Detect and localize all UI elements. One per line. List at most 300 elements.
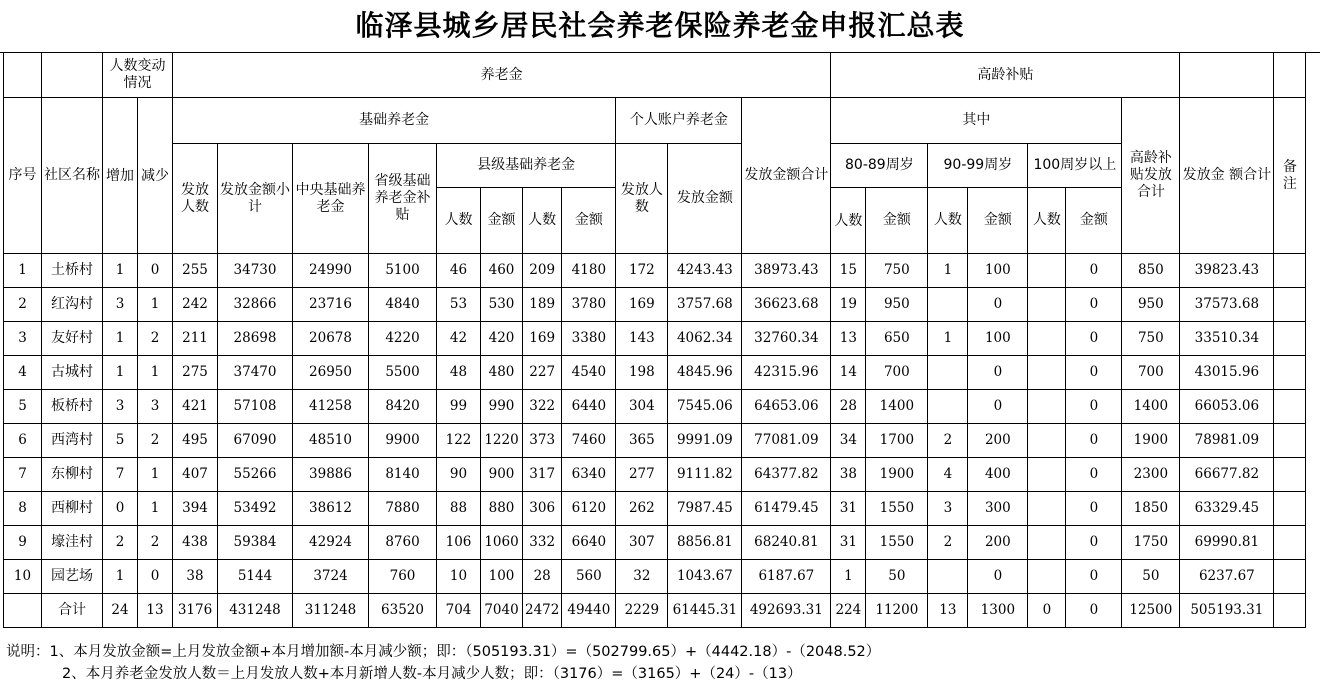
header-pension: 养老金 [173,53,831,98]
cell-name[interactable]: 西湾村 [42,424,103,458]
cell-name[interactable]: 合计 [42,594,103,628]
cell-subtotal[interactable]: 34730 [218,254,293,288]
cell-c2n[interactable]: 209 [523,254,562,288]
cell-pan[interactable]: 365 [616,424,668,458]
cell-people[interactable]: 242 [173,288,218,322]
cell-a100a[interactable]: 0 [1066,492,1122,526]
cell-c2a[interactable]: 6340 [562,458,616,492]
cell-c2n[interactable]: 317 [523,458,562,492]
cell-people[interactable]: 495 [173,424,218,458]
cell-a90a[interactable]: 0 [968,356,1028,390]
cell-c2a[interactable]: 3380 [562,322,616,356]
cell-central[interactable]: 39886 [293,458,369,492]
cell-remarks[interactable] [1274,492,1306,526]
table-row [4,560,1306,594]
cell-people[interactable]: 394 [173,492,218,526]
cell-prov[interactable]: 8760 [369,526,437,560]
cell-prov[interactable]: 760 [369,560,437,594]
cell-a80n[interactable]: 31 [831,492,866,526]
cell-c2a[interactable]: 6440 [562,390,616,424]
cell-paa[interactable]: 4062.34 [668,322,742,356]
cell-central[interactable]: 3724 [293,560,369,594]
cell-gtotal[interactable]: 505193.31 [1180,594,1274,628]
cell-c1a[interactable]: 460 [481,254,523,288]
cell-c1a[interactable]: 420 [481,322,523,356]
cell-central[interactable]: 41258 [293,390,369,424]
header-change: 人数变动情况 [103,53,173,98]
cell-subtotal[interactable]: 57108 [218,390,293,424]
cell-a100a[interactable]: 0 [1066,594,1122,628]
cell-etotal[interactable]: 1400 [1122,390,1180,424]
cell-paa[interactable]: 7987.45 [668,492,742,526]
table-row [4,254,1306,288]
cell-etotal[interactable]: 1900 [1122,424,1180,458]
cell-people[interactable]: 275 [173,356,218,390]
cell-a90a[interactable]: 400 [968,458,1028,492]
cell-c1a[interactable]: 480 [481,356,523,390]
cell-a80a[interactable]: 700 [866,356,928,390]
cell-seq[interactable]: 4 [4,356,42,390]
cell-ptotal[interactable]: 38973.43 [742,254,831,288]
cell-c2n[interactable]: 322 [523,390,562,424]
cell-central[interactable]: 24990 [293,254,369,288]
note-line-1: 说明：1、本月发放金额=上月发放金额+本月增加额-本月减少额；即：（505193.31）=（502799.65）+（4442.18）-（2048.52） [6,644,881,660]
cell-inc[interactable]: 1 [103,560,138,594]
header-elderly: 高龄补贴 [831,53,1180,98]
cell-dec[interactable]: 2 [138,322,173,356]
cell-inc[interactable]: 2 [103,526,138,560]
cell-people[interactable]: 38 [173,560,218,594]
cell-central[interactable]: 38612 [293,492,369,526]
cell-a100n[interactable] [1028,288,1066,322]
cell-a80n[interactable]: 31 [831,526,866,560]
cell-prov[interactable]: 7880 [369,492,437,526]
cell-etotal[interactable]: 850 [1122,254,1180,288]
header-elderly-total: 高龄补贴发放合计 [1122,98,1180,254]
cell-c1n[interactable]: 48 [437,356,481,390]
header-county-amount-1: 金额 [481,188,523,254]
cell-a80a[interactable]: 50 [866,560,928,594]
cell-c2n[interactable]: 306 [523,492,562,526]
cell-inc[interactable]: 7 [103,458,138,492]
cell-a90n[interactable]: 4 [928,458,968,492]
cell-ptotal[interactable]: 36623.68 [742,288,831,322]
cell-ptotal[interactable]: 42315.96 [742,356,831,390]
cell-remarks[interactable] [1274,390,1306,424]
cell-seq[interactable]: 8 [4,492,42,526]
table-row [4,424,1306,458]
cell-subtotal[interactable]: 53492 [218,492,293,526]
cell-c2n[interactable]: 28 [523,560,562,594]
cell-etotal[interactable]: 2300 [1122,458,1180,492]
cell-paa[interactable]: 61445.31 [668,594,742,628]
cell-c2a[interactable]: 3780 [562,288,616,322]
cell-c1a[interactable]: 100 [481,560,523,594]
cell-pan[interactable]: 277 [616,458,668,492]
cell-seq[interactable]: 6 [4,424,42,458]
cell-dec[interactable]: 3 [138,390,173,424]
cell-central[interactable]: 20678 [293,322,369,356]
cell-a90a[interactable]: 100 [968,254,1028,288]
cell-c2n[interactable]: 189 [523,288,562,322]
header-county-persons-2: 人数 [523,188,562,254]
cell-dec[interactable]: 1 [138,288,173,322]
cell-subtotal[interactable]: 5144 [218,560,293,594]
cell-a100a[interactable]: 0 [1066,526,1122,560]
cell-gtotal[interactable]: 39823.43 [1180,254,1274,288]
cell-name[interactable]: 土桥村 [42,254,103,288]
cell-name[interactable]: 园艺场 [42,560,103,594]
header-row-3 [4,144,1306,188]
header-county-persons-1: 人数 [437,188,481,254]
cell-subtotal[interactable]: 55266 [218,458,293,492]
cell-c1a[interactable]: 990 [481,390,523,424]
cell-remarks[interactable] [1274,254,1306,288]
cell-gtotal[interactable]: 37573.68 [1180,288,1274,322]
cell-gtotal[interactable]: 66677.82 [1180,458,1274,492]
cell-c2a[interactable]: 6120 [562,492,616,526]
cell-remarks[interactable] [1274,526,1306,560]
cell-a100n[interactable]: 0 [1028,594,1066,628]
cell-a80a[interactable]: 950 [866,288,928,322]
cell-etotal[interactable]: 12500 [1122,594,1180,628]
cell-etotal[interactable]: 1750 [1122,526,1180,560]
cell-a80a[interactable]: 1550 [866,492,928,526]
cell-gtotal[interactable]: 6237.67 [1180,560,1274,594]
header-increase: 增加 [103,98,138,254]
cell-gtotal[interactable]: 43015.96 [1180,356,1274,390]
cell-c1a[interactable]: 880 [481,492,523,526]
cell-c1n[interactable]: 10 [437,560,481,594]
header-provincial: 省级基础养老金补贴 [369,144,437,254]
cell-central[interactable]: 26950 [293,356,369,390]
cell-a100a[interactable]: 0 [1066,288,1122,322]
cell-pan[interactable]: 32 [616,560,668,594]
cell-a100n[interactable] [1028,356,1066,390]
cell-dec[interactable]: 13 [138,594,173,628]
cell-a100n[interactable] [1028,526,1066,560]
cell-gtotal[interactable]: 33510.34 [1180,322,1274,356]
cell-people[interactable]: 255 [173,254,218,288]
cell-gtotal[interactable]: 66053.06 [1180,390,1274,424]
cell-ptotal[interactable]: 61479.45 [742,492,831,526]
cell-c2n[interactable]: 332 [523,526,562,560]
cell-dec[interactable]: 0 [138,254,173,288]
cell-name[interactable]: 红沟村 [42,288,103,322]
header-80-amount: 金额 [866,188,928,254]
cell-subtotal[interactable]: 59384 [218,526,293,560]
cell-c1n[interactable]: 88 [437,492,481,526]
cell-a100n[interactable] [1028,390,1066,424]
cell-name[interactable]: 古城村 [42,356,103,390]
cell-prov[interactable]: 8420 [369,390,437,424]
cell-ptotal[interactable]: 68240.81 [742,526,831,560]
cell-a90n[interactable]: 13 [928,594,968,628]
cell-etotal[interactable]: 1850 [1122,492,1180,526]
cell-a90n[interactable] [928,288,968,322]
cell-seq[interactable] [4,594,42,628]
cell-inc[interactable]: 1 [103,356,138,390]
cell-c2a[interactable]: 49440 [562,594,616,628]
cell-a90a[interactable]: 0 [968,560,1028,594]
cell-a100a[interactable]: 0 [1066,322,1122,356]
cell-a80n[interactable]: 19 [831,288,866,322]
cell-a90a[interactable]: 1300 [968,594,1028,628]
cell-remarks[interactable] [1274,594,1306,628]
cell-pan[interactable]: 172 [616,254,668,288]
cell-a100a[interactable]: 0 [1066,356,1122,390]
header-pension-total: 发放金额合计 [742,98,831,254]
cell-a90n[interactable]: 1 [928,322,968,356]
cell-people[interactable]: 438 [173,526,218,560]
cell-name[interactable]: 友好村 [42,322,103,356]
cell-inc[interactable]: 0 [103,492,138,526]
cell-c1a[interactable]: 1060 [481,526,523,560]
cell-inc[interactable]: 3 [103,390,138,424]
header-80-persons: 人数 [831,188,866,254]
header-blank [42,53,103,98]
cell-c1a[interactable]: 900 [481,458,523,492]
cell-prov[interactable]: 5500 [369,356,437,390]
cell-paa[interactable]: 4845.96 [668,356,742,390]
cell-ptotal[interactable]: 32760.34 [742,322,831,356]
cell-dec[interactable]: 1 [138,356,173,390]
cell-a80n[interactable]: 1 [831,560,866,594]
cell-central[interactable]: 311248 [293,594,369,628]
cell-paa[interactable]: 7545.06 [668,390,742,424]
cell-paa[interactable]: 9991.09 [668,424,742,458]
cell-c1a[interactable]: 7040 [481,594,523,628]
table-row [4,288,1306,322]
cell-c2a[interactable]: 4180 [562,254,616,288]
header-seq: 序号 [4,98,42,254]
cell-etotal[interactable]: 700 [1122,356,1180,390]
cell-seq[interactable]: 7 [4,458,42,492]
cell-inc[interactable]: 5 [103,424,138,458]
cell-c1n[interactable]: 90 [437,458,481,492]
cell-name[interactable]: 壕洼村 [42,526,103,560]
cell-c2a[interactable]: 4540 [562,356,616,390]
cell-subtotal[interactable]: 28698 [218,322,293,356]
cell-gtotal[interactable]: 78981.09 [1180,424,1274,458]
cell-prov[interactable]: 63520 [369,594,437,628]
cell-prov[interactable]: 9900 [369,424,437,458]
cell-prov[interactable]: 4220 [369,322,437,356]
cell-subtotal[interactable]: 67090 [218,424,293,458]
cell-pan[interactable]: 262 [616,492,668,526]
cell-c2n[interactable]: 227 [523,356,562,390]
cell-c1n[interactable]: 46 [437,254,481,288]
cell-name[interactable]: 板桥村 [42,390,103,424]
cell-pan[interactable]: 307 [616,526,668,560]
cell-a100n[interactable] [1028,492,1066,526]
cell-dec[interactable]: 2 [138,424,173,458]
cell-remarks[interactable] [1274,356,1306,390]
cell-a90n[interactable]: 3 [928,492,968,526]
cell-a80n[interactable]: 15 [831,254,866,288]
cell-people[interactable]: 3176 [173,594,218,628]
cell-dec[interactable]: 2 [138,526,173,560]
cell-a80a[interactable]: 1400 [866,390,928,424]
header-central: 中央基础养老金 [293,144,369,254]
cell-a90n[interactable]: 2 [928,526,968,560]
cell-c1n[interactable]: 42 [437,322,481,356]
cell-a90a[interactable]: 100 [968,322,1028,356]
cell-dec[interactable]: 0 [138,560,173,594]
cell-a100n[interactable] [1028,424,1066,458]
cell-a90a[interactable]: 200 [968,526,1028,560]
cell-remarks[interactable] [1274,424,1306,458]
data-rows [4,254,1306,628]
cell-c1n[interactable]: 106 [437,526,481,560]
cell-pan[interactable]: 169 [616,288,668,322]
cell-c2a[interactable]: 560 [562,560,616,594]
cell-subtotal[interactable]: 37470 [218,356,293,390]
cell-gtotal[interactable]: 63329.45 [1180,492,1274,526]
cell-a100a[interactable]: 0 [1066,458,1122,492]
cell-a80n[interactable]: 34 [831,424,866,458]
cell-paa[interactable]: 4243.43 [668,254,742,288]
table-row [4,322,1306,356]
cell-c1a[interactable]: 530 [481,288,523,322]
cell-subtotal[interactable]: 32866 [218,288,293,322]
cell-a80a[interactable]: 750 [866,254,928,288]
cell-a100n[interactable] [1028,560,1066,594]
cell-subtotal[interactable]: 431248 [218,594,293,628]
cell-a80a[interactable]: 11200 [866,594,928,628]
cell-ptotal[interactable]: 6187.67 [742,560,831,594]
table-row [4,526,1306,560]
cell-pan[interactable]: 304 [616,390,668,424]
cell-a80n[interactable]: 13 [831,322,866,356]
cell-etotal[interactable]: 50 [1122,560,1180,594]
cell-a80n[interactable]: 14 [831,356,866,390]
cell-c1n[interactable]: 99 [437,390,481,424]
cell-name[interactable]: 西柳村 [42,492,103,526]
cell-inc[interactable]: 1 [103,322,138,356]
cell-ptotal[interactable]: 77081.09 [742,424,831,458]
cell-prov[interactable]: 5100 [369,254,437,288]
header-blank [4,53,42,98]
note-line-2: 2、本月养老金发放人数＝上月发放人数+本月新增人数-本月减少人数；即：（3176）=（3165）+（24）-（13） [62,666,802,682]
cell-a90a[interactable]: 0 [968,390,1028,424]
cell-inc[interactable]: 3 [103,288,138,322]
table-row [4,458,1306,492]
header-personal-account: 个人账户养老金 [616,98,742,144]
cell-c2a[interactable]: 6640 [562,526,616,560]
cell-a100a[interactable]: 0 [1066,390,1122,424]
cell-remarks[interactable] [1274,322,1306,356]
cell-a80a[interactable]: 650 [866,322,928,356]
cell-a90a[interactable]: 200 [968,424,1028,458]
cell-paa[interactable]: 9111.82 [668,458,742,492]
cell-etotal[interactable]: 950 [1122,288,1180,322]
cell-a100n[interactable] [1028,458,1066,492]
cell-a90n[interactable] [928,560,968,594]
cell-gtotal[interactable]: 69990.81 [1180,526,1274,560]
cell-pan[interactable]: 2229 [616,594,668,628]
cell-a80a[interactable]: 1900 [866,458,928,492]
cell-a100a[interactable]: 0 [1066,560,1122,594]
cell-a90n[interactable]: 2 [928,424,968,458]
header-row-1 [4,53,1306,98]
cell-c2n[interactable]: 169 [523,322,562,356]
cell-remarks[interactable] [1274,458,1306,492]
cell-a90n[interactable] [928,356,968,390]
cell-people[interactable]: 211 [173,322,218,356]
cell-prov[interactable]: 8140 [369,458,437,492]
cell-remarks[interactable] [1274,288,1306,322]
header-90-persons: 人数 [928,188,968,254]
cell-central[interactable]: 48510 [293,424,369,458]
cell-people[interactable]: 421 [173,390,218,424]
cell-c2n[interactable]: 373 [523,424,562,458]
cell-a90n[interactable]: 1 [928,254,968,288]
cell-remarks[interactable] [1274,560,1306,594]
header-100-persons: 人数 [1028,188,1066,254]
cell-a80n[interactable]: 28 [831,390,866,424]
cell-a80a[interactable]: 1700 [866,424,928,458]
cell-a80n[interactable]: 224 [831,594,866,628]
table-row [4,492,1306,526]
cell-name[interactable]: 东柳村 [42,458,103,492]
cell-a100a[interactable]: 0 [1066,424,1122,458]
cell-c1n[interactable]: 704 [437,594,481,628]
header-age-90: 90-99周岁 [928,144,1028,188]
cell-ptotal[interactable]: 64653.06 [742,390,831,424]
cell-a100n[interactable] [1028,254,1066,288]
cell-prov[interactable]: 4840 [369,288,437,322]
cell-dec[interactable]: 1 [138,492,173,526]
header-grand-total: 发放金 额合计 [1180,98,1274,254]
cell-a90n[interactable] [928,390,968,424]
cell-seq[interactable]: 1 [4,254,42,288]
cell-paa[interactable]: 8856.81 [668,526,742,560]
cell-c2a[interactable]: 7460 [562,424,616,458]
cell-inc[interactable]: 24 [103,594,138,628]
cell-a90a[interactable]: 0 [968,288,1028,322]
cell-seq[interactable]: 9 [4,526,42,560]
cell-c1n[interactable]: 122 [437,424,481,458]
cell-central[interactable]: 42924 [293,526,369,560]
cell-seq[interactable]: 2 [4,288,42,322]
cell-a100n[interactable] [1028,322,1066,356]
cell-pan[interactable]: 198 [616,356,668,390]
cell-c1a[interactable]: 1220 [481,424,523,458]
cell-a100a[interactable]: 0 [1066,254,1122,288]
cell-ptotal[interactable]: 492693.31 [742,594,831,628]
cell-c2n[interactable]: 2472 [523,594,562,628]
cell-a80n[interactable]: 38 [831,458,866,492]
cell-etotal[interactable]: 750 [1122,322,1180,356]
header-blank [1180,53,1274,98]
cell-ptotal[interactable]: 64377.82 [742,458,831,492]
cell-paa[interactable]: 3757.68 [668,288,742,322]
cell-people[interactable]: 407 [173,458,218,492]
cell-a90a[interactable]: 300 [968,492,1028,526]
cell-inc[interactable]: 1 [103,254,138,288]
cell-seq[interactable]: 3 [4,322,42,356]
cell-dec[interactable]: 1 [138,458,173,492]
cell-paa[interactable]: 1043.67 [668,560,742,594]
header-100-amount: 金额 [1066,188,1122,254]
cell-c1n[interactable]: 53 [437,288,481,322]
cell-seq[interactable]: 10 [4,560,42,594]
cell-seq[interactable]: 5 [4,390,42,424]
cell-central[interactable]: 23716 [293,288,369,322]
cell-a80a[interactable]: 1550 [866,526,928,560]
cell-pan[interactable]: 143 [616,322,668,356]
